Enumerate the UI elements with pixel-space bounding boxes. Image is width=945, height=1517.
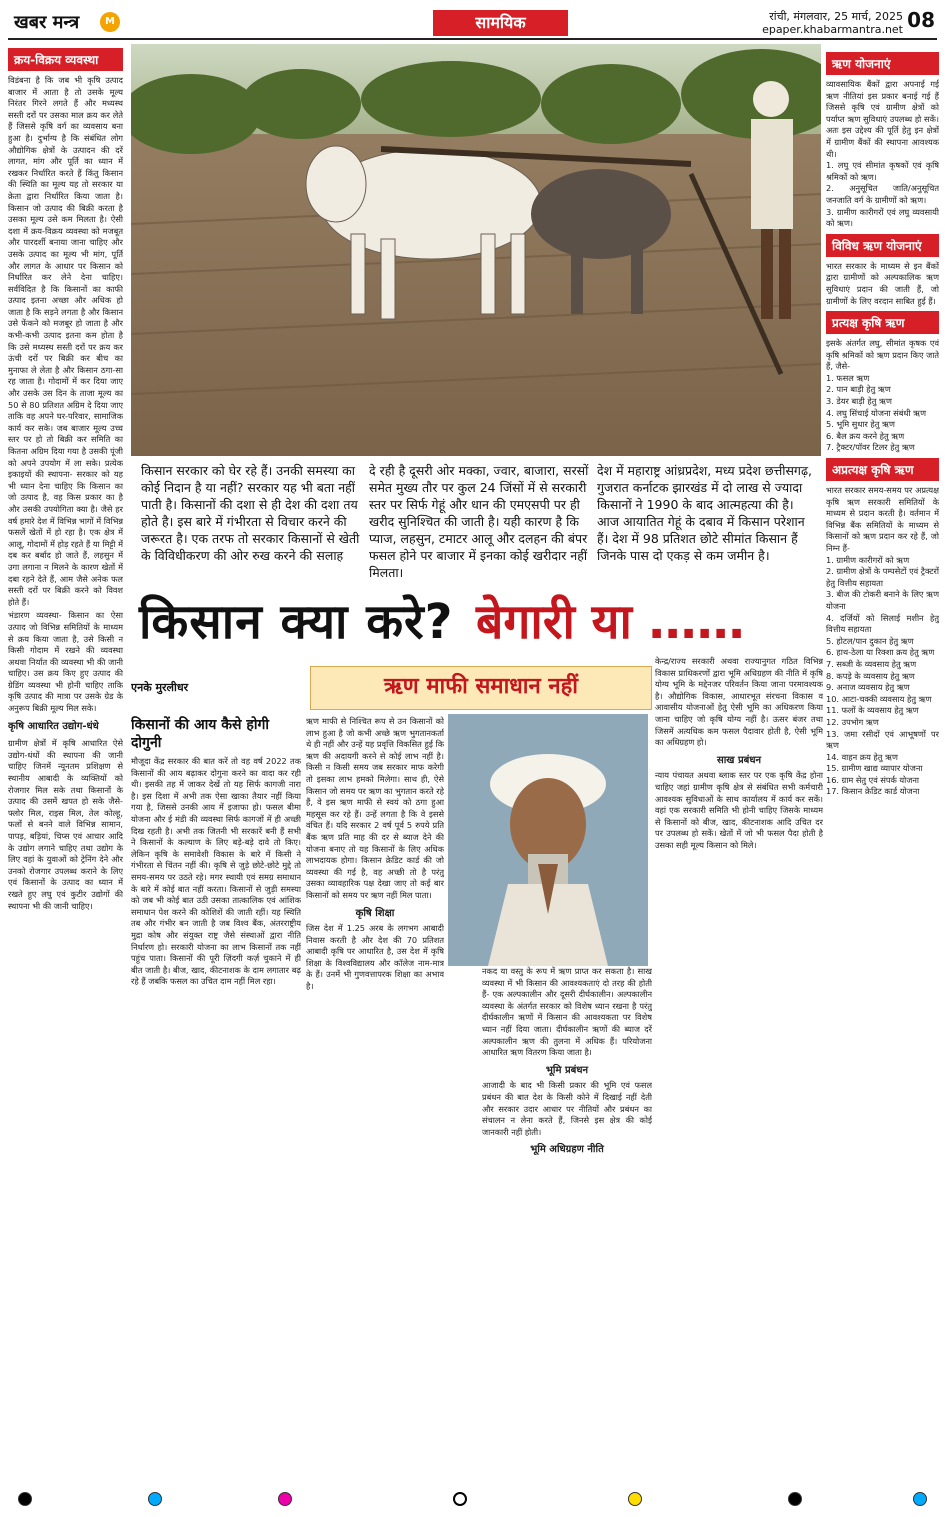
article-column-3 <box>482 966 652 1486</box>
right-heading-3: प्रत्यक्ष कृषि ऋण <box>826 311 939 334</box>
list-item: 16. ग्राम सेतु एवं संपर्क योजना <box>826 774 920 785</box>
list-item: 1. ग्रामीण कारीगरों को ऋण <box>826 554 910 565</box>
list-item: 14. वाहन क्रय हेतु ऋण <box>826 751 898 762</box>
page-number: 08 <box>907 8 935 32</box>
registration-mark-icon <box>788 1492 802 1506</box>
left-paragraph-2: भंडारण व्यवस्था- किसान का ऐसा उत्पाद जो विभिन्न समितियों के माध्यम से क्रय किया जाता है, उसे किसी न किसी गोदाम में रखने की व्यवस्था अथवा निर्यात की व्यवस्था भी की जानी चाहिए। उस क्रय किए हुए उत्पाद की ग्रेडिंग व्यवस्था भी होनी चाहिए ताकि कृषि उत्पाद की मात्रा पर उसके ग्रेड के अनुरूप बिक्री मूल्य मिल सके। <box>8 610 123 714</box>
farmer-portrait-photo <box>448 714 648 966</box>
loan-waiver-title: ऋण माफी समाधान नहीं <box>384 674 578 699</box>
list-item: 2. ग्रामीण क्षेत्रों के पम्पसेटों एवं ट्रैक्टरों हेतु वित्तीय सहायता <box>826 566 939 588</box>
right-heading-2: विविध ऋण योजनाएं <box>826 234 939 257</box>
registration-mark-icon <box>628 1492 642 1506</box>
praying-farmer-illustration <box>448 714 648 966</box>
headline-part-2: बेगारी या …… <box>476 594 745 650</box>
bhoomi-prabandhan-subheading: भूमि प्रबंधन <box>545 1064 589 1076</box>
col3-paragraph-b: आजादी के बाद भी किसी प्रकार की भूमि एवं फसल प्रबंधन की बात देश के किसी कोने में दिखाई नहीं देती और सरकार उदार आधार पर नीतियों और प्रबंधन का संचालन न लेना करते हैं, जिनसे इस क्षेत्र की कोई जानकारी नहीं होती। <box>482 1080 652 1137</box>
article-column-1: मौजूदा केंद्र सरकार की बात करें तो वह वर्ष 2022 तक किसानों की आय बढ़ाकर दोगुना करने का वादा कर रही थी। इसकी तह में जाकर देखें तो यह सिर्फ कागजी नारा है। इस दिशा में अभी तक ऐसा खाका तैयार नहीं किया गया है, जिससे उनकी आय में इजाफा हो। फसल बीमा योजना और ई मंडी की व्यवस्था सिर्फ कागजों में ही अच्छी दिख रहती है। अभी तक जितनी भी सरकारें बनी हैं सभी ने किसानों के कल्याण के लिए बड़े-बड़े दावे तो किए। लेकिन कृषि के समावेशी विकास के बारे में किसी ने गंभीरता से चिंतन नहीं की। कृषि से जुड़े छोटे-छोटे मुद्दे तो समय-समय पर उठते रहे। मगर स्थायी एवं समग्र समाधान के बारे में कोई बात नहीं करता। किसानों से जुड़ी समस्या को जब भी कोई बात उठी उसका तात्कालिक एवं आंशिक समाधान पेश करने की कोशिशें की जाती रहीं। यह स्थिति तब और गंभीर बन जाती है जब विश्व बैंक, अंतरराष्ट्रीय मुद्रा कोष और संयुक्त राष्ट्र जैसे संस्थाओं द्वारा नीति निर्धारण हो। सरकारी योजना का लाभ किसानों तक नहीं पहुंच पाता। किसानों की पूरी ज़िंदगी कर्ज़ चुकाने में ही बीत जाती है। बीज, खाद, कीटनाशक के दाम लगातार बढ़ रहे हैं जबकि फसल का उचित दाम नहीं मिल रहा। <box>131 756 301 987</box>
col2-paragraph: ऋण माफी से निश्चित रूप से उन किसानों को लाभ हुआ है जो कभी अच्छे ऋण भुगतानकर्ता थे ही नहीं और उन्हें यह प्रवृत्ति विकसित हुई कि ऋण की अदायगी करने से कोई लाभ नहीं है। किसी न किसी समय जब सरकार माफ करेगी तो इसका लाभ हमको मिलेगा। साथ ही, ऐसे किसान जो समय पर ऋण का भुगतान करते रहे हैं, वे इस ऋण माफी से स्वयं को ठगा हुआ महसूस कर रहे हैं। उन्हें लगता है कि वे इससे वंचित हैं। यदि सरकार 2 वर्ष पूर्व 5 रुपये प्रति बैंक ऋण प्रति माह की दर से ब्याज देने की योजना बनाए तो यह किसानों के लिए अधिक लाभदायक होगा। किसान क्रेडिट कार्ड की जो व्यवस्था की गई है, वह अच्छी तो है परंतु उसका व्यावहारिक पक्ष देखा जाए तो कई बार किसानों को समय पर ऋण नहीं मिल पाता। <box>306 716 444 900</box>
krishi-shiksha-subheading: कृषि शिक्षा <box>355 907 395 919</box>
list-item: 2. पान बाड़ी हेतु ऋण <box>826 384 891 395</box>
right-column <box>826 48 939 1478</box>
list-item: 1. लघु एवं सीमांत कृषकों एवं कृषि श्रमिकों को ऋण। <box>826 160 939 182</box>
caption-3: देश में महाराष्ट्र आंध्रप्रदेश, मध्य प्रदेश छत्तीसगढ़, गुजरात कर्नाटक झारखंड में दो लाख से ज्यादा किसानों ने 1990 के बाद आत्महत्या की है। आज आयातित गेहूं के दबाव में किसान परेशान हैं। देश में 98 प्रतिशत छोटे सीमांत किसान हैं जिनके पास दो एकड़ से कम जमीन है। <box>597 463 812 563</box>
khabar-mantra-logo-icon: M <box>100 12 120 32</box>
list-item: 3. बीज की टोकरी बनाने के लिए ऋण योजना <box>826 589 939 611</box>
photo-captions <box>131 462 821 582</box>
list-item: 4. दर्जियों को सिलाई मशीन हेतु वित्तीय सहायता <box>826 612 939 635</box>
list-item: 17. किसान क्रेडिट कार्ड योजना <box>826 786 920 797</box>
headline-part-1: किसान क्या करे? <box>139 594 454 650</box>
bhoomi-adhigrahan-subheading: भूमि अधिग्रहण नीति <box>530 1144 604 1156</box>
sakh-prabandhan-subheading: साख प्रबंधन <box>716 754 762 766</box>
list-item: 2. अनुसूचित जाति/अनुसूचित जनजाति वर्ग के ग्रामीणों को ऋण। <box>826 183 939 205</box>
right-body-2: भारत सरकार के माध्यम से इन बैंकों द्वारा ग्रामीणों को अल्पकालिक ऋण सुविधाएं प्रदान की जाती हैं, जो ग्रामीणों के लिए वरदान साबित हुई हैं। <box>826 260 939 306</box>
caption-2: दे रही है दूसरी ओर मक्का, ज्वार, बाजारा, सरसों समेत मुख्य तौर पर कुल 24 जिंसों में से सरकारी स्तर पर सिर्फ गेहूं और धान की एमएसपी पर ही खरीद सुनिश्चित की जाती है। यही कारण है कि प्याज, लहसुन, टमाटर आलू और दलहन की बंपर फसल होने पर बाजार में इनका कोई खरीदार नहीं मिलता। <box>369 463 589 580</box>
right-list-3 <box>826 373 939 454</box>
list-item: 9. अनाज व्यवसाय हेतु ऋण <box>826 682 910 693</box>
list-item: 11. फलों के व्यवसाय हेतु ऋण <box>826 705 919 716</box>
masthead <box>8 6 937 40</box>
article-column-4 <box>655 656 823 1486</box>
list-item: 6. हाथ-ठेला या रिक्शा क्रय हेतु ऋण <box>826 647 935 658</box>
registration-mark-icon <box>148 1492 162 1506</box>
left-body <box>8 75 123 912</box>
col3-paragraph: नकद या वस्तु के रूप में ऋण प्राप्त कर सकता है। साख व्यवस्था में भी किसान की आवश्यकताएं दो तरह की होती हैं- एक अल्पकालीन और दूसरी दीर्घकालीन। अल्पकालीन व्यवस्था के अंतर्गत सरकार को विशेष ध्यान रखना है परंतु दीर्घकालीन ऋणों में किसान की आवश्यकता पर विशेष ध्यान नहीं दिया जाता। दीर्घकालीन ऋणों की ब्याज दरें अल्पकालीन ऋण की तुलना में अधिक हैं। परियोजना आधारित ऋण वितरण किया जाता है। <box>482 966 652 1058</box>
list-item: 5. होटल/पान दुकान हेतु ऋण <box>826 635 914 646</box>
list-item: 3. डेयर बाड़ी हेतु ऋण <box>826 396 892 407</box>
right-body-3: इसके अंतर्गत लघु, सीमांत कृषक एवं कृषि श्रमिकों को ऋण प्रदान किए जाते हैं, जैसे- <box>826 338 939 372</box>
list-item: 5. भूमि सुधार हेतु ऋण <box>826 419 895 430</box>
list-item: 13. जमा रसीदों एवं आभूषणों पर ऋण <box>826 728 939 751</box>
list-item: 15. ग्रामीण खाद्य व्यापार योजना <box>826 763 923 774</box>
col4-paragraph-b: न्याय पंचायत अथवा ब्लाक स्तर पर एक कृषि केंद्र होना चाहिए जहां ग्रामीण कृषि क्षेत्र से संबंधित सभी कर्मचारी आवश्यक सुविधाओं के साथ कार्यालय में कार्य कर सकें। वहां एक सरकारी समिति भी होनी चाहिए जिसके माध्यम से किसानों को बीज, खाद, कीटनाशक आदि उचित दर पर उपलब्ध हो सकें। खेतों में जो भी फसल पैदा होती है उसका सही मूल्य किसान को मिले। <box>655 770 823 850</box>
dateline <box>762 10 903 36</box>
author-name: एनके मुरलीधर <box>131 681 189 694</box>
printer-marks-bar <box>8 1488 937 1510</box>
left-paragraph: विडंबना है कि जब भी कृषि उत्पाद बाजार में आता है तो उसके मूल्य निरंतर गिरने लगते हैं और मध्यस्थ सस्ती दरों पर उसका माल क्रय कर लेते हैं जिससे कृषि वर्ग का व्यवसाय बना हुआ है। दुर्भाग्य है कि संबंधित लोग औद्योगिक क्षेत्रों के उत्पादन की दरें लागत, मांग और पूर्ति का ध्यान में रखकर निर्धारित करते हैं किंतु किसान की स्थिति का मूल्य यह तो सरकार या क्रेता द्वारा निर्धारित किया जाता है। किसान जो उत्पाद की बिक्री करता है उसका मूल्य उसे कम मिलता है। ऐसी दशा में क्रय-विक्रय व्यवस्था को मजबूत और पारदर्शी बनाया जाना चाहिए और उसके उत्पाद का मूल्य भी मांग, पूर्ति और लागत के आधार पर किसान को निर्धारित कर लेने देना चाहिए। सर्वविदित है कि किसानों का काफी उत्पाद इतना अच्छा और अधिक हो जाता है कि सड़ने लगता है और किसान उसे फेंकने को मजबूर हो जाता है और कभी-कभी उत्पाद इतना कम होता है कि उसे मध्यस्थ सस्ती दरों पर क्रय कर ऊंची दरों पर बिक्री कर बीच का मुनाफा ले लेता है और किसान ठगा-सा रह जाता है। गोदामों में कर दिया जाए और उसके उस दिन के ताजा मूल्य का 50 से 80 प्रतिशत अग्रिम दे दिया जाए ताकि वह अपने घर-परिवार, सामाजिक कार्य कर सके। जब बाजार मूल्य उच्च स्तर पर हो तो बिक्री कर समिति का कितना अग्रिम दिया गया है उसकी पूंजी को अपने उपयोग में ला सके। प्रत्येक इकाइयों की स्थापना- सरकार को यह भी ध्यान देना चाहिए कि किसान का जो उत्पाद है, वह किस प्रकार का है और उसकी उपयोगिता क्या है। जैसे हर वर्ष हमारे देश में विभिन्न भागों में विभिन्न फसलें खेतों में हो रहा है। एक क्षेत्र में आलू, गोदामों में होड़ रहते हैं या मिट्टी में दब कर बर्बाद हो जाते हैं, लहसुन में उगा लगाना न मिलने के कारण खेतों में दबा रहने देते हैं, आम जैसे अनेक फल सस्ती दरों पर बिक्री करने को विवश होते हैं। <box>8 75 123 607</box>
registration-mark-icon <box>453 1492 467 1506</box>
right-body-1: व्यावसायिक बैंकों द्वारा अपनाई गई ऋण नीतियां इस प्रकार बनाई गई हैं जिससे कृषि एवं ग्रामीण क्षेत्रों को पर्याप्त ऋण सुविधाएं उपलब्ध हो सकें। अतः इस उद्देश्य की पूर्ति हेतु इन क्षेत्रों में ग्रामीण बैंकों की स्थापना आवश्यक थी। <box>826 79 939 159</box>
right-list-4 <box>826 555 939 798</box>
list-item: 4. लघु सिंचाई योजना संबंधी ऋण <box>826 407 927 418</box>
left-paragraph-3: ग्रामीण क्षेत्रों में कृषि आधारित ऐसे उद्योग-धंधों की स्थापना की जानी चाहिए जिनमें न्यूनतम प्रशिक्षण से स्थानीय आबादी के व्यक्तियों को रोजगार मिल सके तथा किसानों के उत्पाद की उसमें खपत हो सके जैसे- फ्लोर मिल, राइस मिल, तेल कोल्हू, फलों से बनने वाले विभिन्न सामान, पापड़, बड़ियां, चिप्स एवं आचार आदि के उद्योग लगाने चाहिए तथा उद्योग के लिए वहां के युवाओं को ट्रेनिंग देने और उनको रोजगार उपलब्ध कराने के लिए एवं किसानों के उत्पाद का ध्यान में रखते हुए लघु एवं कुटीर उद्योगों की स्थापना भी की जानी चाहिए। <box>8 738 123 911</box>
right-body-4: भारत सरकार समय-समय पर अप्रत्यक्ष कृषि ऋण सरकारी समितियों के माध्यम से प्रदान करती है। वर्तमान में विभिन्न बैंक समितियों के माध्यम से किसानों को ऋण प्रदान कर रहे हैं, जो निम्न हैं- <box>826 485 939 553</box>
loan-waiver-box-heading <box>310 666 652 710</box>
right-heading-1: ऋण योजनाएं <box>826 52 939 75</box>
site-url[interactable]: epaper.khabarmantra.net <box>762 23 903 36</box>
list-item: 7. सब्जी के व्यवसाय हेतु ऋण <box>826 658 917 669</box>
left-subheading: कृषि आधारित उद्योग-धंधे <box>8 720 99 732</box>
right-list-1 <box>826 160 939 230</box>
registration-mark-icon <box>913 1492 927 1506</box>
list-item: 8. कपड़े के व्यवसाय हेतु ऋण <box>826 670 915 681</box>
list-item: 3. ग्रामीण कारीगरों एवं लघु व्यवसायी को ऋण। <box>826 206 939 229</box>
col2-paragraph-b: जिस देश में 1.25 अरब के लगभग आबादी निवास करती है और देश की 70 प्रतिशत आबादी कृषि पर आधारित है, उस देश में कृषि शिक्षा के विश्वविद्यालय और कॉलेज नाम-मात्र के हैं। उनमें भी गुणवत्तापरक शिक्षा का अभाव है। <box>306 923 444 992</box>
left-heading: क्रय-विक्रय व्यवस्था <box>8 48 123 71</box>
right-heading-4: अप्रत्यक्ष कृषि ऋण <box>826 458 939 481</box>
list-item: 6. बैल क्रय करने हेतु ऋण <box>826 430 905 441</box>
registration-mark-icon <box>18 1492 32 1506</box>
ploughing-illustration <box>131 44 821 456</box>
list-item: 12. उपभोग ऋण <box>826 716 879 727</box>
date-text: रांची, मंगलवार, 25 मार्च, 2025 <box>769 10 903 23</box>
main-headline <box>131 588 821 663</box>
article-column-2 <box>306 716 444 1486</box>
col4-paragraph: केन्द्र/राज्य सरकारी अथवा राज्यानुगत गठित विभिन्न विकास प्राधिकरणों द्वारा भूमि अधिग्रहण की नीति में कृषि योग्य भूमि के मद्देनजर परिवर्तन किया जाना परमावश्यक है। औद्योगिक विकास, आधारभूत संरचना विकास व आवासीय योजनाओं हेतु ऐसी भूमि का अधिकरण किया जाना चाहिए जो कृषि योग्य नहीं है। ऊसर बंजर तथा जिसमें अत्यधिक कम फसल पैदावार होती है, ऐसी भूमि का अधिग्रहण हो। <box>655 656 823 748</box>
registration-mark-icon <box>278 1492 292 1506</box>
brand-name: खबर मन्त्र <box>14 12 80 33</box>
ploughing-photo <box>131 44 821 456</box>
caption-1: किसान सरकार को घेर रहे हैं। उनकी समस्या का कोई निदान है या नहीं? सरकार यह भी बता नहीं पाती है। किसानों की दशा से ही देश की दशा तय होते है। इस बारे में गंभीरता से विचार करने की जरूरत है। एक तरफ तो सरकार किसानों से खेती के विविधीकरण की ओर रुख करने की सलाह <box>141 463 360 563</box>
left-column <box>8 44 123 1464</box>
list-item: 7. ट्रैक्टर/पॉवर टिलर हेतु ऋण <box>826 442 915 453</box>
list-item: 10. आटा-चक्की व्यवसाय हेतु ऋण <box>826 693 932 704</box>
article-subheading: किसानों की आय कैसे होगी दोगुनी <box>131 717 269 751</box>
list-item: 1. फसल ऋण <box>826 372 870 383</box>
section-label: सामयिक <box>433 10 568 36</box>
